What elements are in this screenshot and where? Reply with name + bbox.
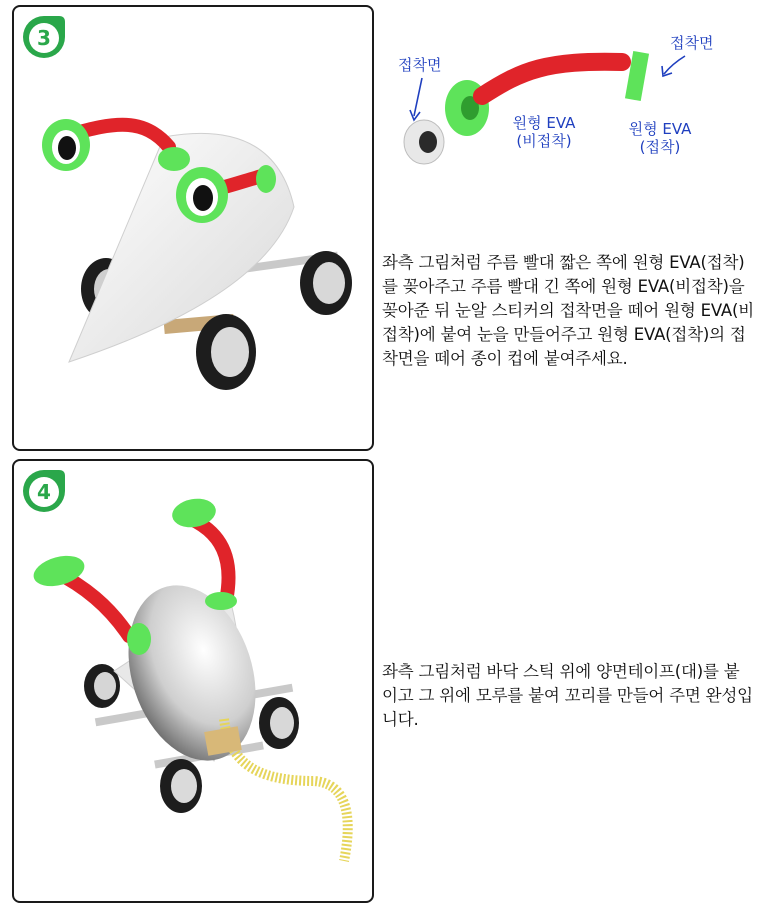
- step-3-instruction: 좌측 그림처럼 주름 빨대 짧은 쪽에 원형 EVA(접착)를 꽂아주고 주름 빨대 긴 쪽에 원형 EVA(비접착)을 꽂아준 뒤 눈알 스티커의 접착면을 떼어 원형 EVA(비접착)에 붙여 눈을 만들어주고 원형 EVA(접착)의 접착면을 떼어 종이 컵에 붙여주세요.: [382, 253, 754, 368]
- wheel-4-back-right: [259, 697, 299, 749]
- wheel-front: [196, 314, 256, 390]
- step-4-panel: [12, 459, 374, 903]
- step-badge-3: [21, 14, 67, 60]
- eva-ring-4-mount-right: [205, 592, 237, 610]
- step-4-illustration: [14, 461, 374, 903]
- parts-diagram: [382, 20, 754, 220]
- step-number-3: 3: [37, 26, 51, 50]
- eye-right: [176, 167, 228, 223]
- eye-left: [42, 119, 90, 171]
- step-4-instruction: 좌측 그림처럼 바닥 스틱 위에 양면테이프(대)를 붙이고 그 위에 모루를 붙여 꼬리를 만들어 주면 완성입니다.: [382, 662, 753, 729]
- step-number-4: 4: [37, 480, 51, 504]
- label-adhesive-face-left: 접착면: [398, 56, 442, 74]
- step-badge-4: [21, 468, 67, 514]
- eva-ring-mount: [158, 147, 190, 171]
- label-adhesive-face-right: 접착면: [670, 34, 714, 52]
- eva-ring-mount-2: [256, 165, 276, 193]
- diagram-straw: [482, 62, 622, 96]
- label-eva-non-adhesive: 원형 EVA (비접착): [512, 114, 576, 150]
- step-3-illustration: [14, 7, 374, 451]
- step-3-panel: [12, 5, 374, 451]
- arrow-left-icon: [414, 78, 422, 116]
- eva-disk-non-adhesive: [404, 120, 444, 164]
- arrow-right-icon: [664, 56, 685, 74]
- wheel-4-front: [160, 759, 202, 813]
- wheel-back-right: [300, 251, 352, 315]
- label-eva-adhesive: 원형 EVA (접착): [628, 120, 692, 156]
- eva-ring-4-mount-left: [127, 623, 151, 655]
